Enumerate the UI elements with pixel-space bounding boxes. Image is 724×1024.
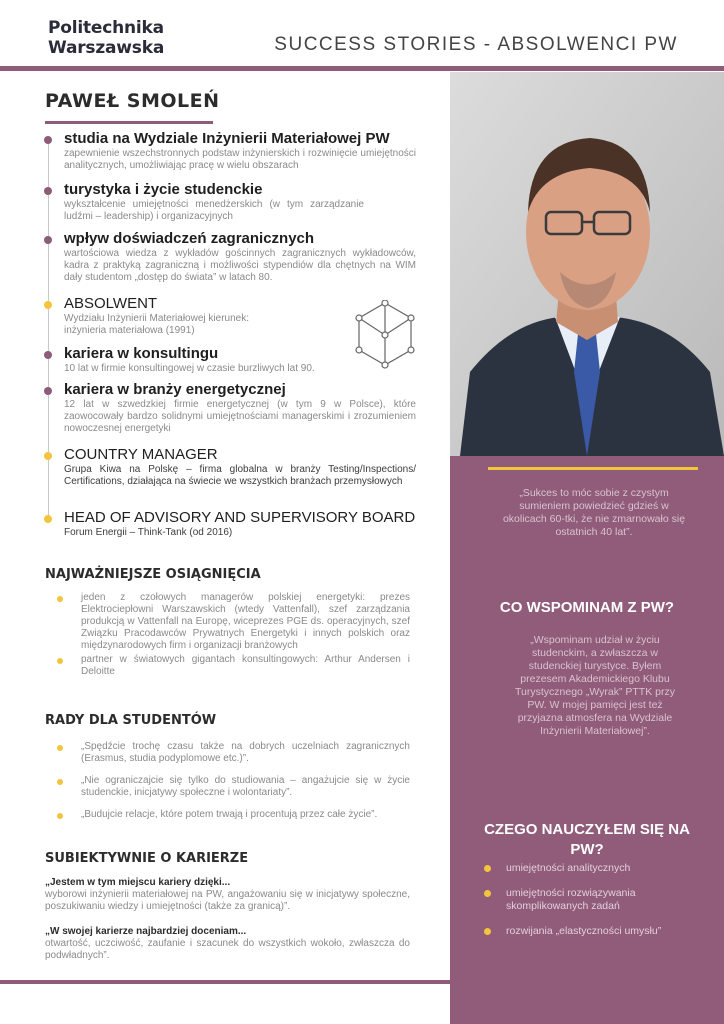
advice-item xyxy=(55,775,410,799)
career-heading: SUBIEKTYWNIE O KARIERZE xyxy=(45,851,249,866)
bullet-icon xyxy=(484,865,491,872)
advice-heading: RADY DLA STUDENTÓW xyxy=(45,713,217,728)
achievements-list xyxy=(55,592,410,678)
bullet-icon xyxy=(57,813,63,819)
learned-item xyxy=(484,862,684,875)
achievements-heading: NAJWAŻNIEJSZE OSIĄGNIĘCIA xyxy=(45,567,261,582)
footer-divider xyxy=(0,980,450,984)
cube-icon xyxy=(355,300,415,370)
advice-text: „Nie ograniczajcie się tylko do studiowania – angażujcie się w życie studenckie, inicjatywy społeczne i wolontariaty”. xyxy=(81,775,410,798)
timeline-title: kariera w branży energetycznej xyxy=(64,381,286,398)
timeline-dot-icon xyxy=(44,301,52,309)
timeline-dot-icon xyxy=(44,351,52,359)
timeline-title: COUNTRY MANAGER xyxy=(64,446,218,463)
timeline-item xyxy=(42,446,416,488)
timeline-dot-icon xyxy=(44,515,52,523)
timeline-item xyxy=(42,230,416,284)
bullet-icon xyxy=(57,596,63,602)
memory-text: „Wspominam udział w życiu studenckim, a zwłaszcza w studenckiej turystyce. Byłem prezesem Akademickiego Klubu Turystycznego „Wyrak” PTTK przy PW. W mojej pamięci jest też przyjazna atmosfera na Wydziale Inżynierii Materiałowej”. xyxy=(515,634,675,737)
header-title: SUCCESS STORIES - ABSOLWENCI PW xyxy=(274,34,678,55)
bullet-icon xyxy=(57,658,63,664)
timeline-desc: 10 lat w firmie konsultingowej w czasie burzliwych lat 90. xyxy=(64,363,315,374)
career-question: „Jestem w tym miejscu kariery dzięki... xyxy=(45,877,231,888)
achievement-text: jeden z czołowych managerów polskiej energetyki: prezes Elektrociepłowni Warszawskich (wtedy Vattenfall), szef zarządzania produkcją w Vattenfall na Europę, wiceprezes PGE ds. operacyjnych, szef Związku Pracodawców Prywatnych Energetyki i innych polskich oraz międzynarodowych firm i organizacji branżowych xyxy=(81,592,410,651)
timeline-desc: wartościowa wiedza z wykładów gościnnych zagranicznych wykładowców, kadra z praktyką zagraniczną i możliwości stypendiów dla chętnych na WIM dały studentom „dostęp do świata” w latach 80. xyxy=(64,248,416,283)
achievement-item xyxy=(55,654,410,678)
bullet-icon xyxy=(57,745,63,751)
advice-list xyxy=(55,741,410,821)
bullet-icon xyxy=(484,928,491,935)
learned-heading: CZEGO NAUCZYŁEM SIĘ NA PW? xyxy=(484,821,690,858)
timeline-dot-icon xyxy=(44,236,52,244)
timeline-title: HEAD OF ADVISORY AND SUPERVISORY BOARD xyxy=(64,509,416,526)
timeline-title: turystyka i życie studenckie xyxy=(64,181,263,198)
learned-item xyxy=(484,887,684,913)
career-answer: otwartość, uczciwość, zaufanie i szacunek do wszystkich wokoło, zwłaszcza do podwładnych”. xyxy=(45,938,410,961)
memory-heading: CO WSPOMINAM Z PW? xyxy=(499,599,675,616)
career-question: „W swojej karierze najbardziej doceniam... xyxy=(45,926,247,937)
quote-divider xyxy=(488,467,698,470)
logo-line-2: Warszawska xyxy=(48,38,165,58)
career-block-1 xyxy=(45,877,410,913)
page-header xyxy=(0,0,724,72)
career-answer: wyborowi inżynierii materiałowej na PW, angażowaniu się w inicjatywy społeczne, poszukiwaniu wiedzy i umiejętności (także za granicą)”. xyxy=(45,889,410,912)
timeline-title: kariera w konsultingu xyxy=(64,345,219,362)
timeline-dot-icon xyxy=(44,452,52,460)
header-divider xyxy=(0,66,724,71)
career-block-2 xyxy=(45,926,410,962)
name-underline xyxy=(45,121,213,124)
timeline-dot-icon xyxy=(44,387,52,395)
learned-item xyxy=(484,925,684,938)
portrait-illustration xyxy=(450,72,724,456)
advice-item xyxy=(55,809,410,821)
portrait-photo xyxy=(450,72,724,456)
advice-text: „Spędźcie trochę czasu także na dobrych uczelniach zagranicznych (Erasmus, studia podyplomowe etc.)”. xyxy=(81,741,410,764)
sidebar-quote: „Sukces to móc sobie z czystym sumieniem powiedzieć gdzieś w okolicach 60-tki, że nie zmarnowało się ostatnich 40 lat”. xyxy=(502,487,686,538)
timeline-item xyxy=(42,509,432,539)
timeline-desc: 12 lat w szwedzkiej firmie energetycznej (w tym 9 w Polsce), które zaowocowały bardzo solidnymi umiejętnościami managerskimi i zrozumieniem nowoczesnej energetyki xyxy=(64,399,416,434)
timeline-desc: Wydziału Inżynierii Materiałowej kierunek: inżynieria materiałowa (1991) xyxy=(64,313,249,336)
timeline-desc: zapewnienie wszechstronnych podstaw inżynierskich i rozwinięcie umiejętności analitycznych, umożliwiając pracę w wielu obszarach xyxy=(64,148,416,171)
bullet-icon xyxy=(57,779,63,785)
timeline-title: studia na Wydziale Inżynierii Materiałowej PW xyxy=(64,130,390,147)
learned-item-text: umiejętności analitycznych xyxy=(506,862,631,874)
advice-item xyxy=(55,741,410,765)
learned-list xyxy=(484,862,684,950)
university-logo xyxy=(48,18,164,58)
timeline-dot-icon xyxy=(44,187,52,195)
bullet-icon xyxy=(484,890,491,897)
timeline-dot-icon xyxy=(44,136,52,144)
person-name: PAWEŁ SMOLEŃ xyxy=(45,90,220,112)
timeline-title: ABSOLWENT xyxy=(64,295,158,312)
learned-item-text: umiejętności rozwiązywania skomplikowanych zadań xyxy=(506,887,636,912)
achievement-text: partner w światowych gigantach konsultingowych: Arthur Andersen i Deloitte xyxy=(81,654,410,677)
timeline-desc: Forum Energii – Think-Tank (od 2016) xyxy=(64,527,233,538)
timeline-desc: Grupa Kiwa na Polskę – firma globalna w branży Testing/Inspections/ Certifications, działająca na świecie we wszystkich branżach przemysłowych xyxy=(64,464,416,487)
logo-line-1: Politechnika xyxy=(48,18,164,38)
timeline-desc: wykształcenie umiejętności menedżerskich (w tym zarządzanie ludźmi – leadership) i organizacyjnych xyxy=(64,199,364,222)
timeline-item xyxy=(42,381,416,435)
timeline-item xyxy=(42,130,416,172)
advice-text: „Budujcie relacje, które potem trwają i procentują przez całe życie”. xyxy=(81,809,378,820)
achievement-item xyxy=(55,592,410,652)
learned-item-text: rozwijania „elastyczności umysłu” xyxy=(506,925,662,937)
timeline-title: wpływ doświadczeń zagranicznych xyxy=(64,230,315,247)
timeline-item xyxy=(42,181,416,223)
